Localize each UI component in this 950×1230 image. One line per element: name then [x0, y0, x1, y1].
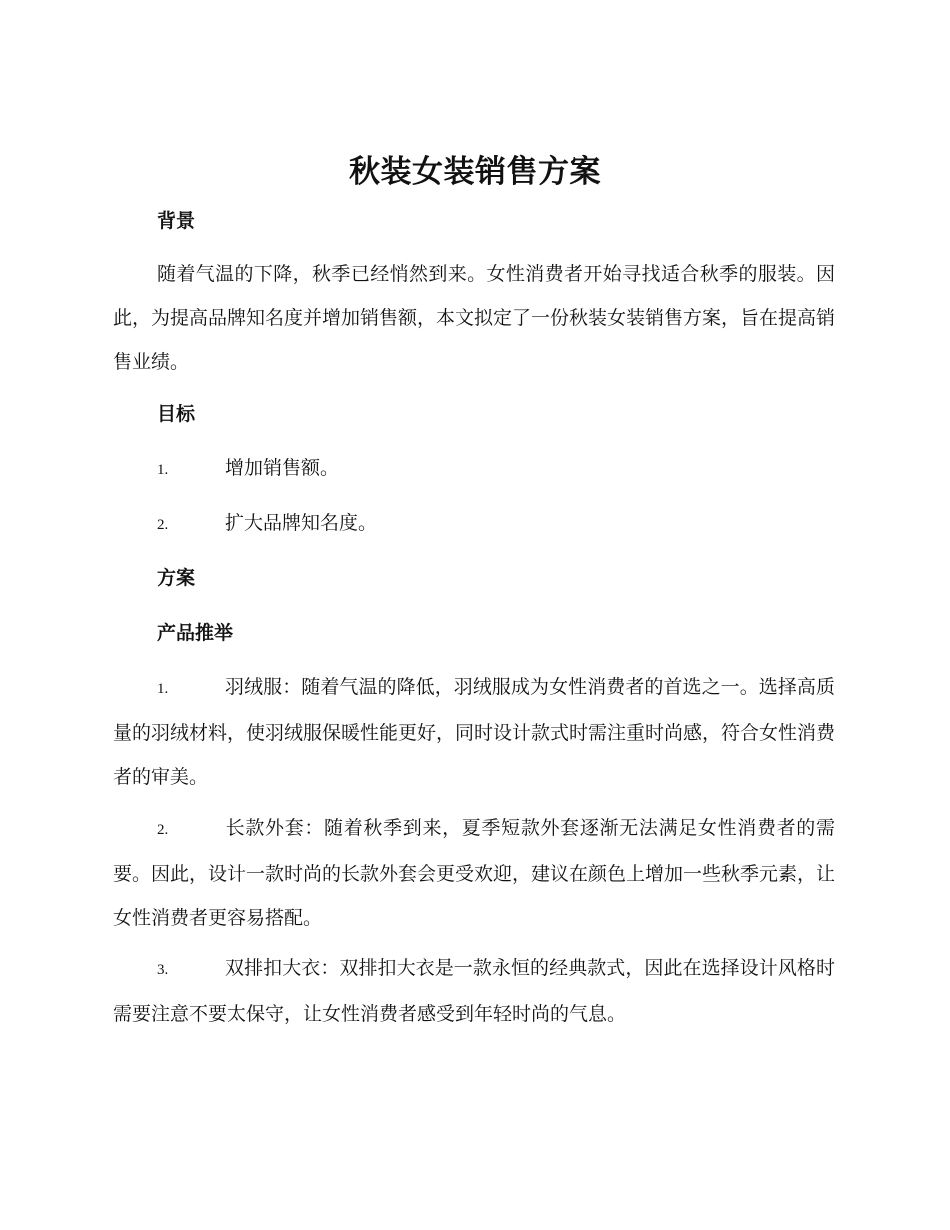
section-heading-goals: 目标: [157, 403, 196, 425]
product-list-item: [113, 806, 835, 940]
list-text: 长款外套：随着秋季到来，夏季短款外套逐渐无法满足女性消费者的需要。因此，设计一款时尚的长款外套会更受欢迎，建议在颜色上增加一些秋季元素，让女性消费者更容易搭配。: [113, 817, 836, 929]
list-number: 1.: [157, 681, 169, 697]
list-number: 1.: [157, 462, 169, 478]
product-list-item: [113, 946, 835, 1036]
section-heading-products: 产品推举: [157, 622, 234, 644]
list-text: 扩大品牌知名度。: [225, 512, 378, 534]
list-number: 3.: [157, 962, 169, 978]
list-number: 2.: [157, 822, 169, 838]
list-text: 羽绒服：随着气温的降低，羽绒服成为女性消费者的首选之一。选择高质量的羽绒材料，使羽绒服保暖性能更好，同时设计款式时需注重时尚感，符合女性消费者的审美。: [113, 676, 836, 788]
goal-list-item: [113, 446, 835, 492]
list-text: 双排扣大衣：双排扣大衣是一款永恒的经典款式，因此在选择设计风格时需要注意不要太保守，让女性消费者感受到年轻时尚的气息。: [113, 957, 835, 1025]
document-title: 秋装女装销售方案: [349, 154, 601, 190]
goal-list-item: [113, 501, 835, 547]
section-heading-background: 背景: [157, 210, 196, 232]
section-heading-plan: 方案: [157, 567, 196, 589]
list-number: 2.: [157, 517, 169, 533]
list-text: 增加销售额。: [225, 457, 340, 479]
product-list-item: [113, 665, 835, 799]
background-paragraph: 随着气温的下降，秋季已经悄然到来。女性消费者开始寻找适合秋季的服装。因此，为提高品牌知名度并增加销售额，本文拟定了一份秋装女装销售方案，旨在提高销售业绩。: [113, 263, 836, 373]
